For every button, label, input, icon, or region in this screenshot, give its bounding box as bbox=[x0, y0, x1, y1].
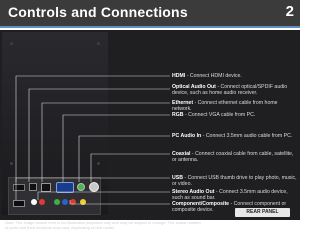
illustration-note: Note: The image shown here is for illustrative purposes only and may be subject to change. The actual number of ports and their locations may vary, depending on the model. bbox=[5, 220, 201, 230]
label-pc-audio-in: PC Audio In - Connect 3.5mm audio cable from PC. bbox=[172, 133, 293, 139]
label-ethernet: Ethernet - Connect ethernet cable from home network. bbox=[172, 100, 278, 113]
leader-pc-audio bbox=[79, 136, 170, 182]
leader-usb bbox=[16, 178, 170, 200]
chapter-number: 2 bbox=[285, 3, 294, 20]
label-usb: USB - Connect USB thumb drive to play photo, music, or video. bbox=[172, 175, 297, 188]
page-title: Controls and Connections bbox=[8, 4, 188, 20]
label-rgb: RGB - Connect VGA cable from PC. bbox=[172, 112, 256, 118]
label-component-composite: Component/Composite - Connect component or composite device. bbox=[172, 201, 287, 214]
rear-panel-badge: REAR PANEL bbox=[235, 208, 290, 217]
label-coaxial: Coaxial - Connect coaxial cable from cable, satellite, or antenna. bbox=[172, 151, 294, 164]
leader-stereo bbox=[38, 192, 170, 200]
label-stereo-audio-out: Stereo Audio Out - Connect 3.5mm audio device, such as sound bar. bbox=[172, 189, 288, 202]
leader-hdmi bbox=[16, 76, 170, 182]
leader-component bbox=[70, 200, 170, 204]
label-hdmi: HDMI - Connect HDMI device. bbox=[172, 73, 242, 79]
label-optical-audio-out: Optical Audio Out - Connect optical/SPDIF audio device, such as home audio receiver. bbox=[172, 84, 288, 97]
